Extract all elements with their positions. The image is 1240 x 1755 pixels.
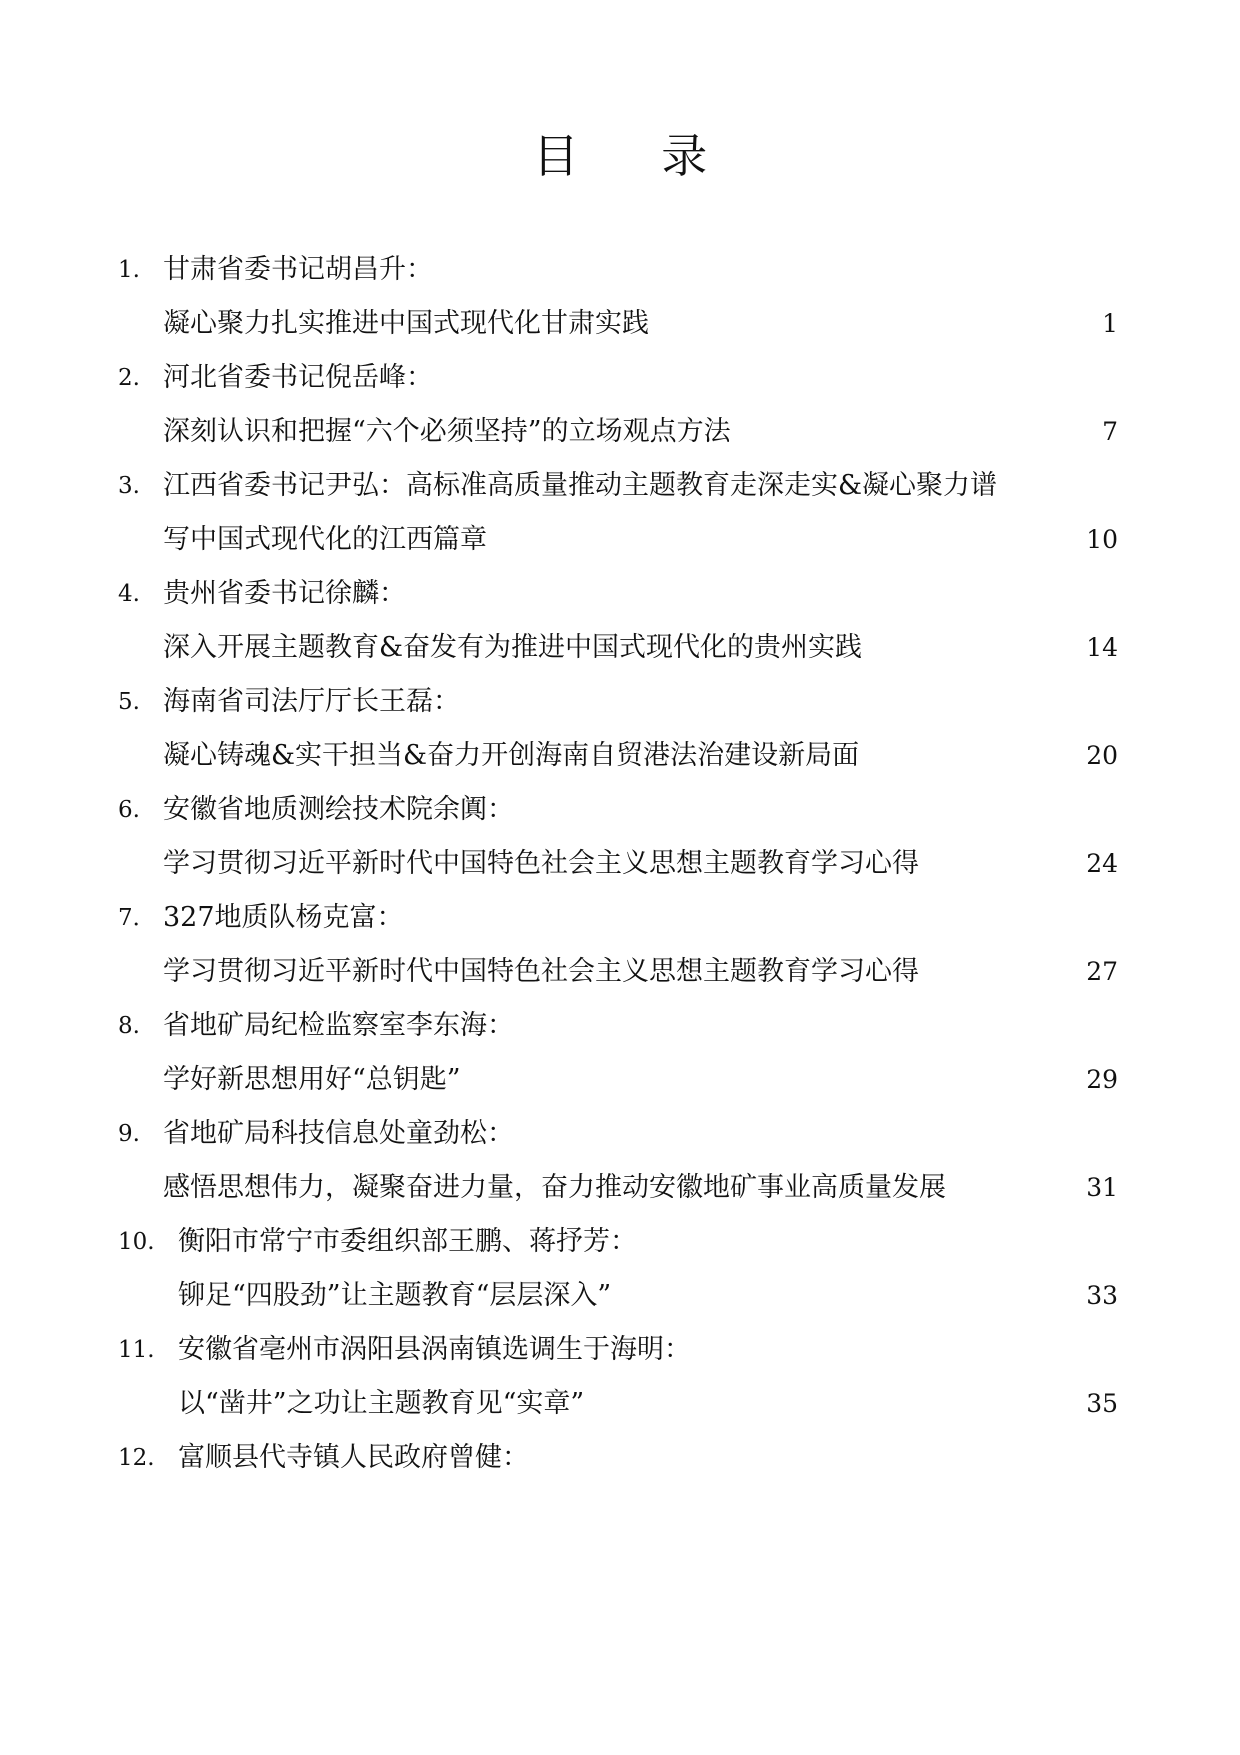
toc-page-number: 31 bbox=[1086, 1173, 1118, 1202]
toc-page-number: 33 bbox=[1086, 1281, 1118, 1310]
toc-line bbox=[0, 1269, 1240, 1323]
toc-entry-author: 衡阳市常宁市委组织部王鹏、蒋抒芳： bbox=[178, 1226, 637, 1257]
toc-entry-number: 5. bbox=[118, 689, 140, 715]
toc-page-number: 20 bbox=[1086, 741, 1118, 770]
toc-entry[interactable] bbox=[0, 999, 1240, 1107]
toc-line bbox=[0, 621, 1240, 675]
toc-line bbox=[0, 567, 1240, 621]
toc-entry-number: 1. bbox=[118, 257, 140, 283]
toc-line bbox=[0, 837, 1240, 891]
toc-entry-number: 10. bbox=[118, 1229, 155, 1255]
toc-entry-number: 3. bbox=[118, 473, 140, 499]
toc-line bbox=[0, 891, 1240, 945]
toc-line bbox=[0, 243, 1240, 297]
toc-page-number: 1 bbox=[1102, 309, 1118, 338]
toc-line bbox=[0, 729, 1240, 783]
toc-entry-number: 12. bbox=[118, 1445, 155, 1471]
toc-entry-title: 深刻认识和把握“六个必须坚持”的立场观点方法 bbox=[163, 416, 731, 447]
toc-entry[interactable] bbox=[0, 567, 1240, 675]
toc-entry-title: 感悟思想伟力，凝聚奋进力量，奋力推动安徽地矿事业高质量发展 bbox=[163, 1172, 946, 1203]
toc-entry-author: 省地矿局纪检监察室李东海： bbox=[163, 1010, 514, 1041]
toc-entry-title: 以“凿井”之功让主题教育见“实章” bbox=[178, 1388, 585, 1419]
toc-entry-title: 学习贯彻习近平新时代中国特色社会主义思想主题教育学习心得 bbox=[163, 848, 919, 879]
toc-line bbox=[0, 1053, 1240, 1107]
toc-line bbox=[0, 945, 1240, 999]
page-title: 目 录 bbox=[532, 129, 742, 183]
toc-entry[interactable] bbox=[0, 1107, 1240, 1215]
toc-entry-author: 贵州省委书记徐麟： bbox=[163, 578, 406, 609]
toc-line bbox=[0, 1161, 1240, 1215]
toc-entry[interactable] bbox=[0, 1323, 1240, 1431]
toc-entry-title: 学习贯彻习近平新时代中国特色社会主义思想主题教育学习心得 bbox=[163, 956, 919, 987]
toc-entry-author: 河北省委书记倪岳峰： bbox=[163, 362, 433, 393]
toc-line bbox=[0, 1215, 1240, 1269]
toc-entry-author: 江西省委书记尹弘：高标准高质量推动主题教育走深走实&凝心聚力谱 bbox=[163, 470, 998, 501]
toc-entry-number: 2. bbox=[118, 365, 140, 391]
toc-entry[interactable] bbox=[0, 891, 1240, 999]
toc-line bbox=[0, 675, 1240, 729]
toc-line bbox=[0, 297, 1240, 351]
toc-entry-number: 9. bbox=[118, 1121, 140, 1147]
toc-entry-title: 深入开展主题教育&奋发有为推进中国式现代化的贵州实践 bbox=[163, 632, 863, 663]
toc-page-number: 24 bbox=[1086, 849, 1118, 878]
toc-entry-number: 6. bbox=[118, 797, 140, 823]
toc-entry-author: 省地矿局科技信息处童劲松： bbox=[163, 1118, 514, 1149]
toc-page-number: 10 bbox=[1086, 525, 1118, 554]
toc-entry-author: 安徽省地质测绘技术院余阗： bbox=[163, 794, 514, 825]
toc-entry[interactable] bbox=[0, 783, 1240, 891]
toc-entry[interactable] bbox=[0, 1215, 1240, 1323]
toc-entry-author: 甘肃省委书记胡昌升： bbox=[163, 254, 433, 285]
toc-entry-number: 11. bbox=[118, 1337, 155, 1363]
toc-line bbox=[0, 405, 1240, 459]
toc-entry-title: 写中国式现代化的江西篇章 bbox=[163, 524, 487, 555]
toc-entry[interactable] bbox=[0, 351, 1240, 459]
toc-entry-title: 凝心聚力扎实推进中国式现代化甘肃实践 bbox=[163, 308, 649, 339]
toc-line bbox=[0, 513, 1240, 567]
table-of-contents bbox=[0, 243, 1240, 1485]
toc-page-number: 29 bbox=[1086, 1065, 1118, 1094]
toc-entry[interactable] bbox=[0, 675, 1240, 783]
toc-entry[interactable] bbox=[0, 1431, 1240, 1485]
toc-entry[interactable] bbox=[0, 459, 1240, 567]
toc-page-number: 7 bbox=[1102, 417, 1118, 446]
toc-entry-author: 安徽省亳州市涡阳县涡南镇选调生于海明： bbox=[178, 1334, 691, 1365]
toc-entry-title: 铆足“四股劲”让主题教育“层层深入” bbox=[178, 1280, 612, 1311]
toc-entry-title: 凝心铸魂&实干担当&奋力开创海南自贸港法治建设新局面 bbox=[163, 740, 860, 771]
toc-entry-number: 8. bbox=[118, 1013, 140, 1039]
toc-line bbox=[0, 459, 1240, 513]
toc-line bbox=[0, 1107, 1240, 1161]
toc-entry-author: 海南省司法厅厅长王磊： bbox=[163, 686, 460, 717]
toc-line bbox=[0, 1431, 1240, 1485]
toc-line bbox=[0, 1323, 1240, 1377]
toc-entry-author: 富顺县代寺镇人民政府曾健： bbox=[178, 1442, 529, 1473]
toc-entry-author: 327地质队杨克富： bbox=[163, 902, 404, 933]
toc-line bbox=[0, 783, 1240, 837]
toc-entry-title: 学好新思想用好“总钥匙” bbox=[163, 1064, 461, 1095]
toc-entry[interactable] bbox=[0, 243, 1240, 351]
toc-page-number: 27 bbox=[1086, 957, 1118, 986]
toc-entry-number: 4. bbox=[118, 581, 140, 607]
toc-line bbox=[0, 1377, 1240, 1431]
toc-entry-number: 7． bbox=[118, 905, 156, 931]
toc-line bbox=[0, 999, 1240, 1053]
toc-page-number: 35 bbox=[1086, 1389, 1118, 1418]
toc-line bbox=[0, 351, 1240, 405]
toc-page-number: 14 bbox=[1086, 633, 1118, 662]
